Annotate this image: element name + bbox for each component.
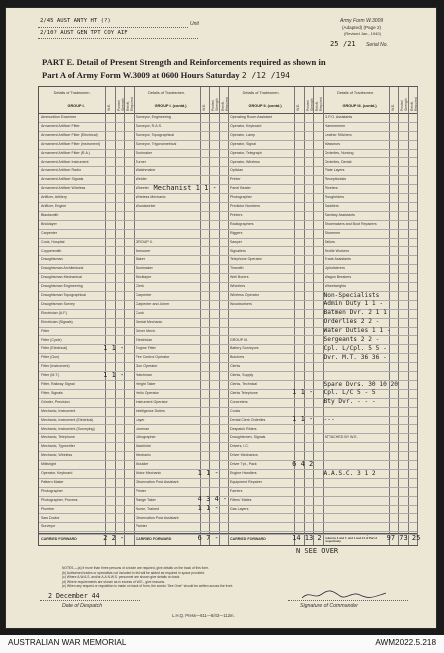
trade-label: Baker xyxy=(135,257,145,262)
trade-label: Armament Artificer Instrument xyxy=(41,159,89,164)
typed-total: 2 2 - xyxy=(103,534,125,542)
trade-label: Fitter (Instrument) xyxy=(41,364,70,369)
trade-label: Driver Mech. xyxy=(135,328,156,333)
note-e: (e) When any request or requisition is made on back of form, the words “See Over” should be written across the front. xyxy=(62,584,234,589)
trade-label: Fitter (M.T.) xyxy=(41,373,60,378)
trade-label: Artificer, Artillery xyxy=(41,195,67,200)
trade-label: Armament Artificer Fitter (Instrument) xyxy=(41,141,101,146)
trade-label: Armament Artificer Wireless xyxy=(41,186,86,191)
column-heading: Details of Tradesmen. xyxy=(148,91,186,95)
trade-label: Fitter, Signals xyxy=(41,390,63,395)
typed-entry: Admin Duty 1 1 - xyxy=(323,300,384,308)
column-heading: Details of Tradesmen. xyxy=(242,91,280,95)
trade-label: Operator, Signal xyxy=(230,141,256,146)
trade-label: Armament Artificer Fitter (Electrical) xyxy=(41,132,98,137)
trade-label: Equipment Repairer xyxy=(230,479,262,484)
trade-label: Concreters xyxy=(230,399,248,404)
trade-label: Engine Fitter xyxy=(135,346,156,351)
typed-total: 6 7 - xyxy=(197,534,219,542)
trade-label: Dental Mechanic xyxy=(135,319,163,324)
group-heading: GROUP I. xyxy=(67,104,85,108)
sub-heading: Posted Strength xyxy=(211,98,220,111)
trade-label: Printer xyxy=(135,488,147,493)
trade-label: Observation Post Assistant xyxy=(135,515,179,520)
trade-label: Butchers xyxy=(230,355,245,360)
trade-label: Orderlies, Dental xyxy=(324,159,352,164)
typed-entry: Batmen Dvr. 2 1 1 xyxy=(323,309,387,317)
unit-label: Unit xyxy=(190,21,199,27)
trade-label: Armament Artificer Radio xyxy=(41,168,81,173)
typed-entry: Orderlies 2 2 - xyxy=(323,318,380,326)
trade-label: Well Borers xyxy=(230,275,249,280)
trade-label: Cook xyxy=(135,310,144,315)
trade-label: Toolmaker xyxy=(135,150,153,155)
trade-label: Nurse, Trained xyxy=(135,506,160,511)
note-d: (d) Where requirements are shown as in excess of W.E., give reasons. xyxy=(62,579,165,584)
trade-label: Electrician xyxy=(135,337,153,342)
trade-label: Wheelwrights xyxy=(324,284,347,289)
trade-label: Signallers xyxy=(230,248,246,253)
typed-entry: Cpl. L/C 5 - 5 xyxy=(323,389,376,397)
trade-label: Draughtsman xyxy=(41,257,63,262)
serial-suffix: /21 xyxy=(343,40,356,48)
typed-entry: Sergeants 2 2 - xyxy=(323,336,380,343)
trade-label: Gas Layers xyxy=(230,506,249,511)
trade-label: Draughtsman Engineering xyxy=(41,284,83,289)
trade-label: Artificer, Engine xyxy=(41,204,67,208)
trade-label: Armament Artificer Fitter (R.A.) xyxy=(41,150,91,155)
trade-label: Shoemakers and Boot Repairers xyxy=(324,221,377,226)
trade-label: Carpenter and Joiner xyxy=(135,301,170,306)
trade-label: Motor Mechanic xyxy=(135,471,162,475)
trade-label: Tailors xyxy=(324,239,335,244)
trade-label: Helio Operator xyxy=(135,390,159,395)
trade-label: Driver Tpt., Pack xyxy=(230,462,257,467)
trade-label: Fitter (Cycle) xyxy=(41,337,62,342)
sub-column-divider xyxy=(417,87,418,545)
typed-entry: Spare Dvrs. 30 10 20 xyxy=(323,380,399,388)
trade-label: Saw Doctor xyxy=(41,515,60,520)
typed-entry: 4 3 4 - xyxy=(197,495,228,504)
trade-label: GROUP III. xyxy=(230,337,249,342)
sub-heading: W.E. xyxy=(107,103,112,111)
trade-label: Sanitary Assistants xyxy=(324,212,355,217)
trade-label: Mechanic, Instrument xyxy=(41,408,76,413)
trade-label: Lineman xyxy=(135,426,150,431)
date-of-despatch-label: Date of Despatch xyxy=(62,603,103,609)
overprint-see-over: N SEE OVER xyxy=(296,547,339,555)
strength-table xyxy=(38,86,421,546)
trade-label: Gun Operator xyxy=(135,364,158,369)
title-line-2 xyxy=(42,69,412,82)
trade-label: Operator, Keyboard xyxy=(41,471,73,475)
trade-label: Mechanic, Instrument (Electrical) xyxy=(41,417,94,422)
trade-label: Farriers xyxy=(230,488,243,493)
trade-label: Electrician (Signals) xyxy=(41,319,73,324)
typed-entry: Cpl. L/Cpl. 5 5 - xyxy=(323,344,387,352)
trade-label: Coppersmith xyxy=(41,248,62,253)
typed-entry: 1 1 - xyxy=(103,370,125,379)
trade-label: Draughtsmen, Signals xyxy=(230,435,266,440)
trade-label: Photographer, Process xyxy=(41,497,78,502)
column-heading: Details of Tradesmen. xyxy=(337,91,375,95)
trade-label: Ammunition Examiner xyxy=(41,115,77,119)
typed-entry: 1 1 - xyxy=(197,504,219,513)
trade-label: Intelligence Duties xyxy=(135,408,165,413)
form-revised: (Revised Jan., 1940) xyxy=(344,31,381,36)
signature-label: Signature of Commander xyxy=(300,603,358,609)
typed-entry: 6 4 2 xyxy=(292,459,314,468)
totals-row-border xyxy=(39,533,417,535)
typed-entry: 1 1 - xyxy=(292,388,314,397)
sub-heading: Posted Strength xyxy=(305,98,314,111)
signature-line xyxy=(288,600,408,601)
typed-entry: Dvr. M.T. 36 36 - xyxy=(323,353,387,361)
trade-label: Welder xyxy=(135,177,147,182)
trade-label: Moulder xyxy=(135,462,149,467)
note-c: (c) Where A.W.A.S. and/or A.A.N.W.S. personnel are shown give details on back. xyxy=(62,575,181,580)
despatch-date-typed: 2 December 44 xyxy=(48,592,100,600)
trade-label: Printer xyxy=(230,177,241,182)
trade-label: Fitter (Electrical) xyxy=(41,346,68,351)
trade-label: Instrument Operator xyxy=(135,399,168,404)
table-row xyxy=(323,522,418,532)
group-heading: GROUP II. (contd.) xyxy=(248,104,282,108)
trade-label: Carpenter xyxy=(41,230,57,235)
trade-label: Layer xyxy=(135,417,145,422)
typed-total: 14 13 2 xyxy=(292,534,322,542)
sub-heading: Reinft. Required xyxy=(409,97,418,111)
typed-entry: 1 1 - xyxy=(197,468,219,477)
trade-label: Plate Layers xyxy=(324,168,345,173)
trade-label: Fitters' Mates xyxy=(230,497,252,502)
typed-entry: Bty Dvr. - - - xyxy=(323,398,376,406)
trade-label: Armament Artificer Signals xyxy=(41,177,84,182)
trade-label: Millwright xyxy=(41,462,56,467)
typed-entry: Mechanist 1 1 - xyxy=(153,183,217,192)
trade-label: Surveyor, R.A.S. xyxy=(135,123,163,128)
form-title xyxy=(42,56,412,82)
column-heading: Details of Tradesmen. xyxy=(53,91,91,95)
trade-label: Riveters xyxy=(324,186,338,191)
trade-label: Mechanic, Typewriter xyxy=(41,444,75,449)
attribution-bar xyxy=(0,635,444,653)
typed-entry: 1 1 - xyxy=(103,343,125,352)
trade-label: Cooks xyxy=(230,408,241,413)
trade-label: Predictor Numbers xyxy=(230,204,260,208)
trade-label: Operating Room Assistant xyxy=(230,115,272,119)
form-adapted: (Adapted) (Page 2) xyxy=(342,25,382,30)
trade-label: Battery Surveyors xyxy=(230,346,259,351)
trade-label: Draughtsman Survey xyxy=(41,301,75,306)
printer-imprint: L.H.Q. Press—611—8/43—112m. xyxy=(172,613,235,618)
trade-label: Height Taker xyxy=(135,382,156,386)
trade-label: Cook, Hospital xyxy=(41,239,65,244)
title-line-1: PART E. Detail of Present Strength and Reinforcements required as shown in xyxy=(42,57,326,67)
sub-heading: Reinft. Required xyxy=(126,97,135,111)
trade-label: Range Taker xyxy=(135,497,156,502)
sub-heading: W.E. xyxy=(201,103,206,111)
trade-label: Riggers xyxy=(230,230,243,235)
trade-label: Panel Beater xyxy=(230,186,251,191)
trade-label: Driver Mechanics xyxy=(230,453,258,458)
trade-label: Clerks, Technical xyxy=(230,382,258,386)
trade-label: Engine Handlers xyxy=(230,471,257,475)
trade-label: Mechanic, Telephone xyxy=(41,435,75,440)
trade-label: Bricklayer xyxy=(41,221,57,226)
trade-label: Clerks, Supply xyxy=(230,373,254,378)
note-a: NOTES.—(a) If more than three persons of a trade are required, give details on the back of this form. xyxy=(62,566,210,570)
sub-heading: Reinft. Required xyxy=(315,97,324,111)
trade-label: Draughtsman Mechanical xyxy=(41,275,82,280)
trade-label: Fitter, Railway Signal xyxy=(41,382,75,386)
trade-label: Mechanic, Wireless xyxy=(41,453,73,458)
sub-heading: Posted Strength xyxy=(116,98,125,111)
trade-label: Mechanic, Instrument (Surveying) xyxy=(41,426,95,431)
title-date-typed: 2 /12 /194 xyxy=(241,71,290,80)
trade-label: Wireless Operator xyxy=(230,293,259,297)
trade-label: Clerks Telephone xyxy=(230,390,258,395)
trade-label: Carpenter xyxy=(135,293,152,297)
unit-typed-line-2: 2/10? AUST GEN TPT COY AIF xyxy=(40,30,128,36)
trade-label: Plumber xyxy=(41,506,55,511)
trade-label: Clerks xyxy=(230,364,241,369)
date-line xyxy=(40,600,140,601)
form-id: Army Form W.3009 xyxy=(340,18,384,24)
trade-label: Mechanic xyxy=(135,453,151,458)
trade-label: Clerk xyxy=(135,284,144,289)
group-heading: GROUP I. (contd.) xyxy=(154,104,187,108)
trade-label: Saddlers xyxy=(324,204,339,208)
trade-label: Wireless Mechanic xyxy=(135,195,166,200)
trade-label: Bricklayer xyxy=(135,275,152,280)
trade-label: Watchmaker xyxy=(135,168,156,173)
group-heading: GROUP III. (contd.) xyxy=(342,104,377,108)
trade-label: Armament Artificer Fitter xyxy=(41,123,80,128)
trade-label: Woodworkers xyxy=(230,301,252,306)
attribution-left: AUSTRALIAN WAR MEMORIAL xyxy=(8,638,127,647)
carried-forward-label: CARRIED FORWARD xyxy=(135,537,172,541)
trade-label: Photographer xyxy=(230,195,252,200)
carried-forward-label: CARRIED FORWARD xyxy=(41,537,77,541)
trade-label: Machinist xyxy=(135,444,151,449)
note-b: (b) Authorised trades or specialists not included in list will be added as required in space provided. xyxy=(62,570,205,575)
trade-label: Orderlies, Nursing xyxy=(324,150,354,155)
table-row xyxy=(228,522,323,532)
trade-label: Draughtsman Topographical xyxy=(41,293,86,297)
carried-forward-label: Totals of columns marked * to agree with columns 4 and 7, and 1 and 14 of Part A respectively. xyxy=(324,533,379,544)
sub-heading: Posted Strength xyxy=(400,98,409,111)
typed-entry: A.A.S.C. 3 1 2 xyxy=(323,469,376,477)
unit-typed-line-1: 2/45 AUST ANTY HT (?) xyxy=(40,18,111,24)
trade-label: Printers xyxy=(230,212,243,217)
trade-label: GROUP II. xyxy=(135,239,153,244)
trade-label: ATTACHED BY W.E. xyxy=(324,435,358,440)
trade-label: Wheelers xyxy=(230,284,246,289)
sub-heading: W.E. xyxy=(296,103,301,111)
typed-entry: Non-Specialists xyxy=(323,291,380,299)
typed-entry: --- xyxy=(323,416,335,424)
unit-line-2 xyxy=(38,38,198,39)
trade-label: Drivers, I.C. xyxy=(230,444,249,449)
trade-label: Photographer xyxy=(41,488,63,493)
trade-label: Trade Assistants xyxy=(324,257,351,262)
trade-label: Surveyor, Engineering xyxy=(135,115,171,119)
trade-label: Draughtsman Architectural xyxy=(41,266,84,271)
sub-heading: W.E. xyxy=(390,103,395,111)
serial-value: 25 xyxy=(330,40,339,48)
trade-label: Painter xyxy=(135,524,147,529)
trade-label: Operator, Lamp xyxy=(230,132,255,137)
trade-label: Grinder, Precision xyxy=(41,399,70,404)
trade-label: Dental Clerk Orderlies xyxy=(230,417,266,422)
attribution-right: AWM2022.5.218 xyxy=(375,638,436,647)
notes-block xyxy=(62,566,417,589)
trade-label: Woodworker xyxy=(135,204,156,208)
trade-label: Sawyer xyxy=(230,239,242,244)
trade-label: Pattern Maker xyxy=(41,479,64,484)
trade-label: Wheeler xyxy=(135,186,149,191)
trade-label: Electrician (A.F.) xyxy=(41,310,68,315)
trade-label: Telephone Operator xyxy=(230,257,262,262)
trade-label: Fitter (Gun) xyxy=(41,355,60,360)
trade-label: Textile Workers xyxy=(324,248,349,253)
trade-label: Optician xyxy=(230,168,244,173)
trade-label: Fitter xyxy=(41,328,50,333)
trade-label: Radiographers xyxy=(230,221,254,226)
serial-label: Serial No. xyxy=(366,42,388,48)
trade-label: Masseurs xyxy=(324,141,341,146)
trade-label: Fire Control Operator xyxy=(135,355,170,360)
trade-label: Leather Stitchers xyxy=(324,132,352,137)
typed-entry: 1 1 - xyxy=(292,415,314,424)
trade-label: Turner xyxy=(135,159,146,164)
carried-forward-label: CARRIED FORWARD xyxy=(230,537,266,541)
trade-label: Surveyor, Trigonometrical xyxy=(135,141,177,146)
trade-label: Hatchman xyxy=(135,373,152,378)
trade-label: Despatch Riders xyxy=(230,426,257,431)
trade-label: Surveyor xyxy=(41,524,56,529)
trade-label: Operator, Wireless xyxy=(230,159,260,164)
trade-label: G.P.O. Assistants xyxy=(324,115,353,119)
trade-label: Roughriders xyxy=(324,195,345,200)
trade-label: Blacksmith xyxy=(41,212,59,217)
trade-label: Operator, Keyboard xyxy=(230,123,262,128)
trade-label: Hammermen xyxy=(324,123,346,128)
trade-label: Armourer xyxy=(135,248,151,253)
trade-label: Wagon Breakers xyxy=(324,275,352,280)
trade-label: Surveyor, Topographical xyxy=(135,132,174,137)
title-line-2-prefix: Part A of Army Form W.3009 at 0600 Hours Saturday xyxy=(42,70,240,80)
trade-label: Lithographer xyxy=(135,435,156,440)
unit-line-1 xyxy=(38,27,188,28)
trade-label: Storemen xyxy=(324,230,341,235)
trade-label: Operator, Telegraph xyxy=(230,150,262,155)
typed-total: 97 73 25 xyxy=(386,534,421,542)
trade-label: Upholsterers xyxy=(324,266,345,271)
trade-label: Bootmaker xyxy=(135,266,153,271)
trade-label: Tinsmith xyxy=(230,266,244,271)
sub-heading: Reinft. Required xyxy=(220,97,229,111)
typed-entry: Water Duties 1 1 - xyxy=(323,327,391,335)
trade-label: Receptionists xyxy=(324,177,347,182)
trade-label: Observation Post Assistant xyxy=(135,479,179,484)
